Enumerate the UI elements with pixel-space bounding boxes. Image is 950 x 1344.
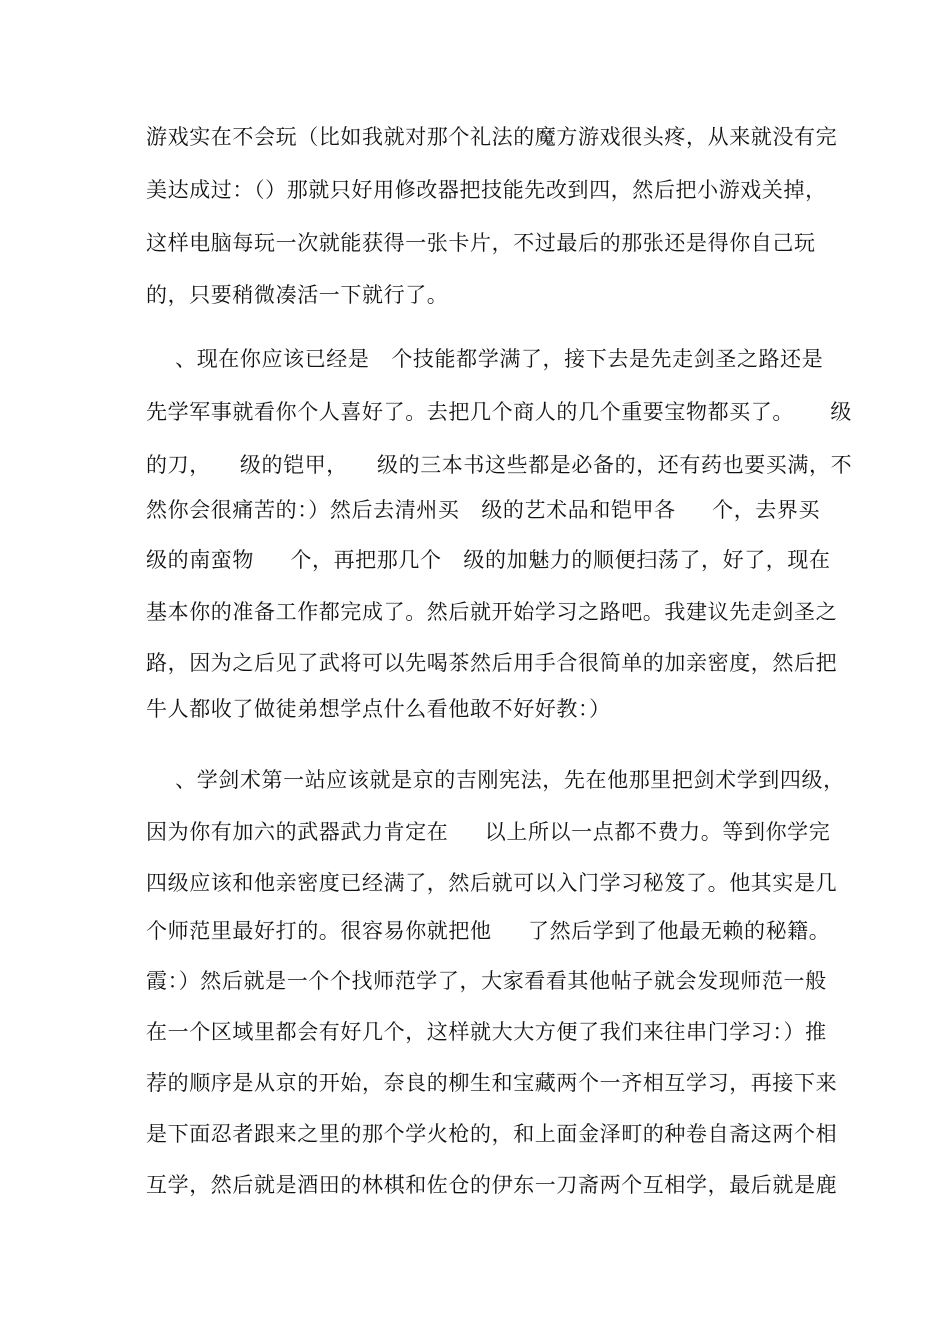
paragraph-2-line-6: 基本你的准备工作都完成了。然后就开始学习之路吧。我建议先走剑圣之: [146, 600, 838, 624]
paragraph-1-line-1: 游戏实在不会玩（比如我就对那个礼法的魔方游戏很头疼，从来就没有完: [146, 125, 838, 149]
paragraph-2-line-2: 先学军事就看你个人喜好了。去把几个商人的几个重要宝物都买了。 级: [146, 400, 852, 424]
paragraph-2-line-7: 路，因为之后见了武将可以先喝茶然后用手合很简单的加亲密度，然后把: [146, 651, 838, 675]
paragraph-2-line-8: 牛人都收了做徒弟想学点什么看他敢不好好教：）: [146, 697, 611, 721]
paragraph-1-line-3: 这样电脑每玩一次就能获得一张卡片，不过最后的那张还是得你自己玩: [146, 231, 816, 255]
paragraph-2-line-4: 然你会很痛苦的：）然后去清州买 级的艺术品和铠甲各 个，去界买: [146, 498, 821, 522]
paragraph-3-line-2: 因为你有加六的武器武力肯定在 以上所以一点都不费力。等到你学完: [146, 820, 831, 844]
paragraph-2-line-5: 级的南蛮物 个，再把那几个 级的加魅力的顺便扫荡了，好了，现在: [146, 548, 831, 572]
paragraph-3-line-9: 互学，然后就是酒田的林棋和佐仓的伊东一刀斋两个互相学，最后就是鹿: [146, 1173, 838, 1197]
paragraph-3-line-6: 在一个区域里都会有好几个，这样就大大方便了我们来往串门学习：）推: [146, 1020, 827, 1044]
paragraph-3-line-3: 四级应该和他亲密度已经满了，然后就可以入门学习秘笈了。他其实是几: [146, 871, 838, 895]
paragraph-1-line-4: 的，只要稍微凑活一下就行了。: [146, 283, 449, 307]
paragraph-3-line-4: 个师范里最好打的。很容易你就把他 了然后学到了他最无赖的秘籍。: [146, 919, 831, 943]
paragraph-2-line-3: 的刀， 级的铠甲， 级的三本书这些都是必备的，还有药也要买满，不: [146, 453, 853, 477]
paragraph-3-line-8: 是下面忍者跟来之里的那个学火枪的，和上面金泽町的种卷自斋这两个相: [146, 1122, 838, 1146]
paragraph-1-line-2: 美达成过：（）那就只好用修改器把技能先改到四，然后把小游戏关掉，: [146, 178, 827, 202]
paragraph-2-line-1: 、现在你应该已经是 个技能都学满了，接下去是先走剑圣之路还是: [146, 347, 824, 371]
paragraph-3-line-5: 霞：）然后就是一个个找师范学了，大家看看其他帖子就会发现师范一般: [146, 969, 827, 993]
paragraph-3-line-7: 荐的顺序是从京的开始，奈良的柳生和宝藏两个一齐相互学习，再接下来: [146, 1071, 838, 1095]
paragraph-3-line-1: 、学剑术第一站应该就是京的吉刚宪法，先在他那里把剑术学到四级，: [146, 768, 845, 792]
